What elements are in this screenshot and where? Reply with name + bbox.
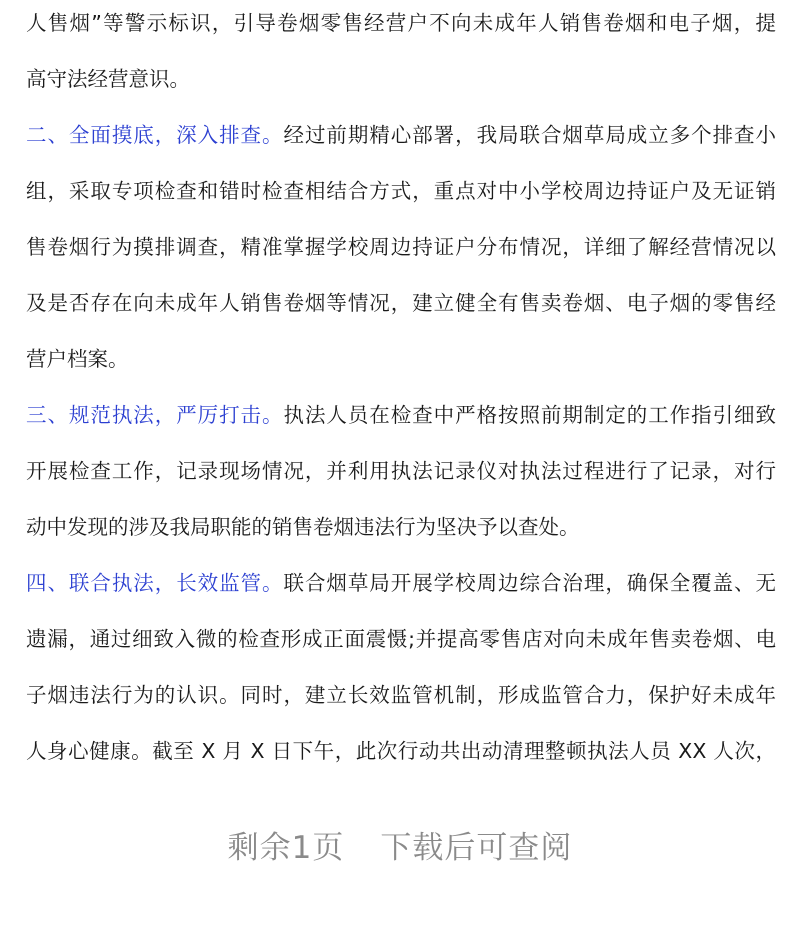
section-text: 联合烟草局开展学校周边综合治理，确保全覆盖、无 bbox=[283, 571, 776, 595]
text-line: 高守法经营意识。 bbox=[26, 67, 190, 91]
download-to-view-label: 下载后可查阅 bbox=[380, 830, 573, 866]
paragraph-intro-continued bbox=[26, 6, 776, 96]
text-line: 动中发现的涉及我局职能的销售卷烟违法行为坚决予以查处。 bbox=[26, 515, 580, 539]
section-heading: 二、全面摸底，深入排查。 bbox=[26, 123, 284, 147]
text-line: 子烟违法行为的认识。同时，建立长效监管机制，形成监管合力，保护好未成年 bbox=[26, 683, 776, 707]
text-line bbox=[26, 118, 776, 152]
download-prompt[interactable] bbox=[0, 826, 800, 870]
section-3 bbox=[26, 398, 776, 544]
text-line bbox=[26, 398, 776, 432]
text-line bbox=[26, 566, 776, 600]
text-line: 营户档案。 bbox=[26, 347, 129, 371]
section-text: 执法人员在检查中严格按照前期制定的工作指引细致 bbox=[283, 403, 776, 427]
document-body bbox=[26, 0, 776, 768]
section-4 bbox=[26, 566, 776, 768]
text-line: 遗漏，通过细致入微的检查形成正面震慑;并提高零售店对向未成年售卖卷烟、电 bbox=[26, 627, 776, 651]
section-2 bbox=[26, 118, 776, 376]
section-text: 经过前期精心部署，我局联合烟草局成立多个排查小 bbox=[283, 123, 776, 147]
text-line: 售卷烟行为摸排调查，精准掌握学校周边持证户分布情况，详细了解经营情况以 bbox=[26, 235, 776, 259]
section-heading: 三、规范执法，严厉打击。 bbox=[26, 403, 284, 427]
text-line: 开展检查工作，记录现场情况，并利用执法记录仪对执法过程进行了记录，对行 bbox=[26, 459, 776, 483]
text-line: 组，采取专项检查和错时检查相结合方式，重点对中小学校周边持证户及无证销 bbox=[26, 179, 776, 203]
remaining-pages-label: 剩余1页 bbox=[227, 830, 345, 866]
text-line: 及是否存在向未成年人销售卷烟等情况，建立健全有售卖卷烟、电子烟的零售经 bbox=[26, 291, 776, 315]
text-line: 人身心健康。截至 X 月 X 日下午，此次行动共出动清理整顿执法人员 XX 人次， bbox=[26, 739, 776, 763]
text-line: 人售烟”等警示标识，引导卷烟零售经营户不向未成年人销售卷烟和电子烟，提 bbox=[26, 11, 776, 35]
section-heading: 四、联合执法，长效监管。 bbox=[26, 571, 284, 595]
